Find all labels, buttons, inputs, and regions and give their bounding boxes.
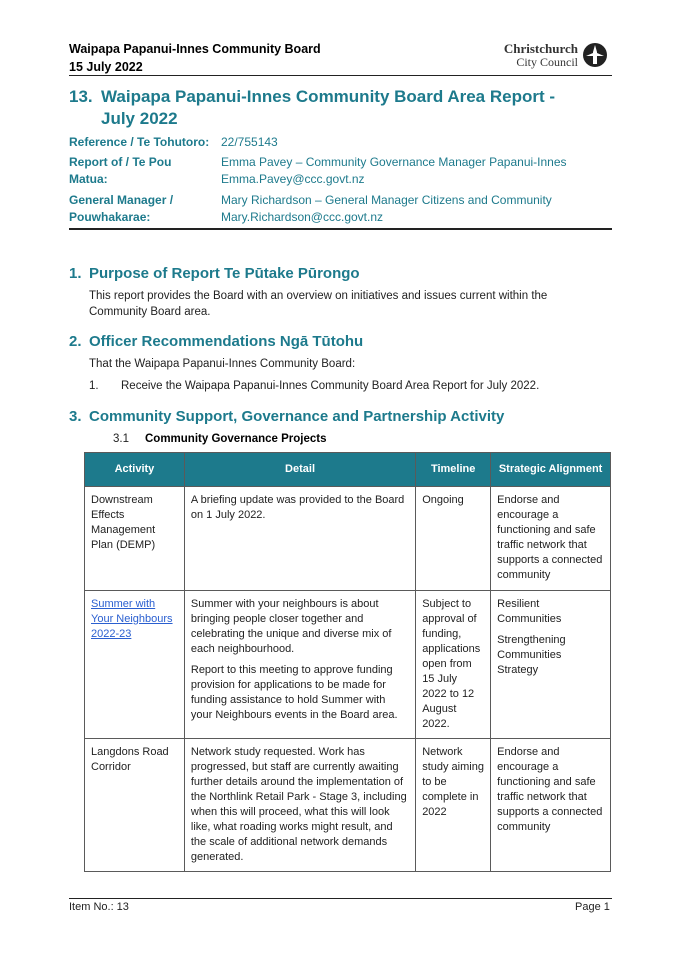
column-header: Activity bbox=[85, 453, 185, 487]
section-3-title: Community Support, Governance and Partnership Activity bbox=[89, 408, 505, 425]
reference-value: 22/755143 bbox=[221, 135, 278, 149]
detail-cell bbox=[184, 487, 415, 591]
section-2-heading bbox=[69, 333, 363, 350]
subsection-3-1-number: 3.1 bbox=[113, 433, 129, 445]
alignment-cell bbox=[491, 487, 611, 591]
table-row bbox=[85, 739, 611, 872]
timeline-cell: Subject to approval of funding, applications open from 15 July 2022 to 12 August 2022. bbox=[416, 591, 491, 739]
table-row bbox=[85, 487, 611, 591]
alignment-cell bbox=[491, 591, 611, 739]
gm-label-1: General Manager / bbox=[69, 193, 174, 207]
report-of-email: Emma.Pavey@ccc.govt.nz bbox=[221, 172, 365, 186]
activity-cell: Langdons Road Corridor bbox=[85, 739, 185, 872]
gm-label-2: Pouwhakarae: bbox=[69, 210, 151, 224]
summer-neighbours-link[interactable]: Summer with Your Neighbours 2022-23 bbox=[91, 598, 173, 640]
detail-text: Summer with your neighbours is about bringing people closer together and celebrating the unique and diverse mix of each neighbourhood. bbox=[190, 598, 392, 655]
report-title-text: Waipapa Papanui-Innes Community Board Area Report - July 2022 bbox=[101, 87, 556, 128]
table-row bbox=[85, 591, 611, 739]
section-1-number: 1. bbox=[69, 265, 82, 282]
governance-projects-table bbox=[84, 452, 611, 872]
report-of-label-1: Report of / Te Pou bbox=[69, 155, 172, 169]
section-2-title: Officer Recommendations Ngā Tūtohu bbox=[89, 333, 364, 350]
activity-cell bbox=[85, 591, 185, 739]
header-rule bbox=[69, 75, 612, 76]
table-header-row bbox=[85, 453, 611, 487]
section-2-number: 2. bbox=[69, 333, 82, 350]
alignment-text: Endorse and encourage a functioning and safe traffic network that supports a connected community bbox=[497, 494, 603, 581]
footer-page-number: Page 1 bbox=[575, 901, 610, 913]
section-1-heading bbox=[69, 265, 360, 282]
activity-cell: Downstream Effects Management Plan (DEMP) bbox=[85, 487, 185, 591]
gm-name: Mary Richardson – General Manager Citizens and Community bbox=[221, 193, 552, 207]
section-3-heading bbox=[69, 408, 504, 425]
meta-rule bbox=[69, 228, 612, 230]
column-header: Timeline bbox=[416, 453, 491, 487]
column-header: Strategic Alignment bbox=[491, 453, 611, 487]
detail-text: Report to this meeting to approve funding provision for applications to be made for funding assistance to hold Summer with your Neighbours events in the Board area. bbox=[190, 664, 398, 721]
detail-cell bbox=[184, 591, 415, 739]
logo-line-2: City Council bbox=[516, 55, 578, 69]
header-board-name: Waipapa Papanui-Innes Community Board bbox=[69, 42, 321, 56]
detail-cell bbox=[184, 739, 415, 872]
alignment-text: Strengthening Communities Strategy bbox=[497, 634, 566, 676]
column-header: Detail bbox=[184, 453, 415, 487]
alignment-cell bbox=[491, 739, 611, 872]
report-title bbox=[69, 86, 609, 130]
logo-line-1: Christchurch bbox=[503, 41, 578, 56]
gm-email: Mary.Richardson@ccc.govt.nz bbox=[221, 210, 384, 224]
detail-text: Network study requested. Work has progressed, but staff are currently awaiting further details around the implementation of the Northlink Retail Park - Stage 3, including when this will proceed, what this will look like, what roading works might result, and the scale of additional network demands generated. bbox=[190, 746, 407, 863]
section-3-number: 3. bbox=[69, 408, 82, 425]
subsection-3-1-title: Community Governance Projects bbox=[145, 433, 327, 445]
footer-item-number: Item No.: 13 bbox=[69, 901, 129, 913]
recommendation-item: Receive the Waipapa Papanui-Innes Community Board Area Report for July 2022. bbox=[121, 380, 540, 392]
section-1-body: This report provides the Board with an overview on initiatives and issues current within the Community Board area. bbox=[89, 290, 548, 318]
timeline-cell: Network study aiming to be complete in 2022 bbox=[416, 739, 491, 872]
timeline-cell: Ongoing bbox=[416, 487, 491, 591]
recommendation-item-number: 1. bbox=[89, 380, 99, 392]
report-of-name: Emma Pavey – Community Governance Manager Papanui-Innes bbox=[221, 155, 567, 169]
header-date: 15 July 2022 bbox=[69, 60, 143, 74]
footer-rule bbox=[69, 898, 612, 899]
alignment-text: Endorse and encourage a functioning and safe traffic network that supports a connected community bbox=[497, 746, 603, 833]
report-of-label-2: Matua: bbox=[69, 172, 108, 186]
reference-label: Reference / Te Tohutoro: bbox=[69, 135, 210, 149]
alignment-text: Resilient Communities bbox=[497, 598, 562, 625]
cathedral-logo-icon bbox=[582, 42, 608, 68]
section-1-title: Purpose of Report Te Pūtake Pūrongo bbox=[89, 265, 360, 282]
report-number: 13. bbox=[69, 87, 93, 106]
council-logo bbox=[498, 41, 608, 69]
detail-text: A briefing update was provided to the Board on 1 July 2022. bbox=[190, 494, 405, 521]
recommendation-intro: That the Waipapa Papanui-Innes Community Board: bbox=[89, 358, 356, 370]
